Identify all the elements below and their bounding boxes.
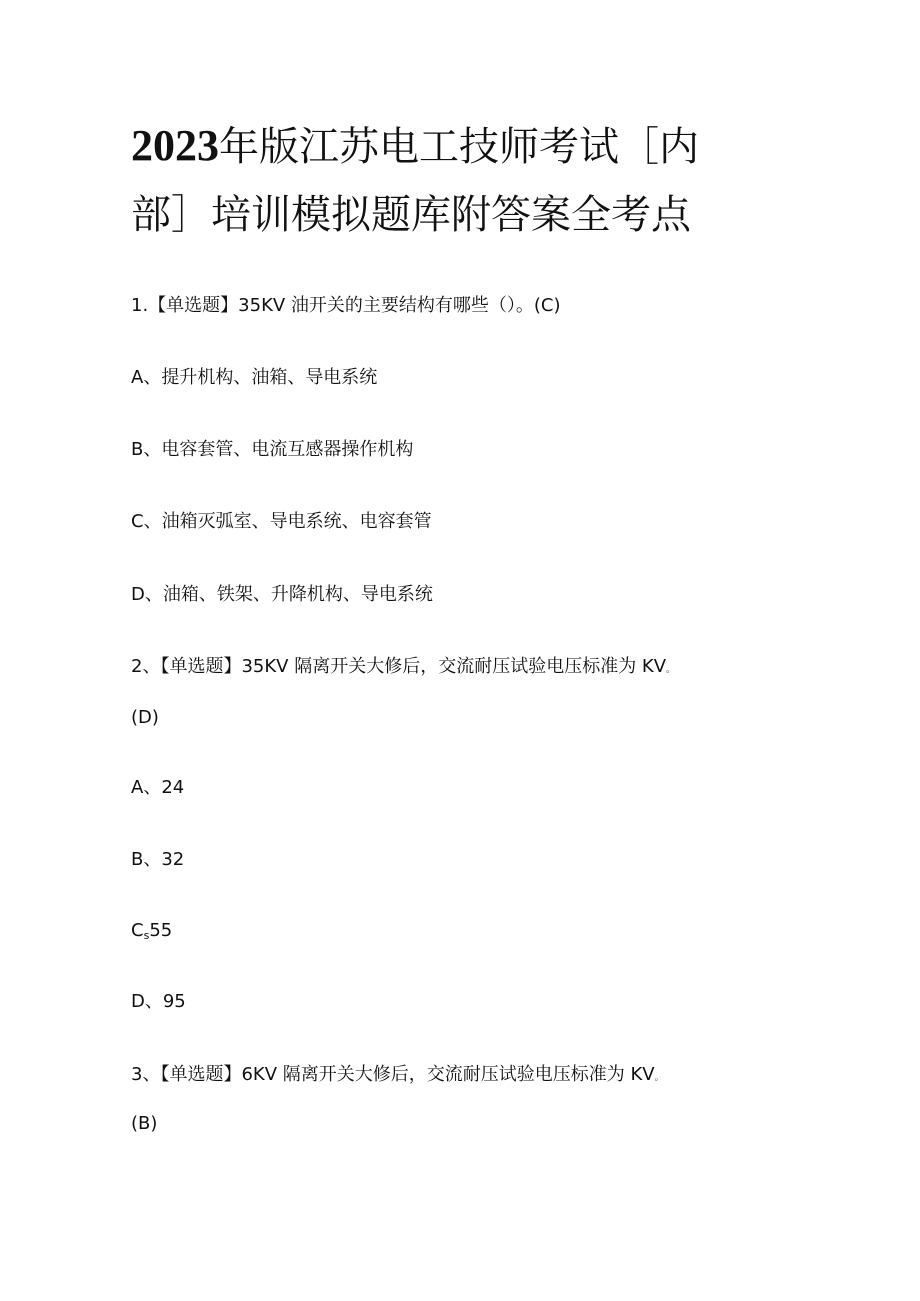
title-year: 2023 [131, 121, 219, 170]
option-c-letter: C [131, 920, 144, 941]
question-3-stem [131, 1062, 664, 1091]
question-3-stem-end: 。 [654, 1073, 664, 1083]
question-2-stem-end: 。 [666, 665, 676, 675]
question-1-option-a: A、提升机构、油箱、导电系统 [131, 367, 378, 388]
question-2-answer: (D) [131, 707, 159, 728]
question-2-stem [131, 654, 675, 683]
title-line1: 年版江苏电工技师考试［内 [219, 124, 699, 170]
question-1-option-b: B、电容套管、电流互感器操作机构 [131, 439, 414, 460]
option-c-mark: s [143, 929, 150, 942]
question-2-stem-text: 2、【单选题】35KV 隔离开关大修后，交流耐压试验电压标准为 KV [131, 656, 667, 677]
question-2-option-d: D、95 [131, 991, 186, 1012]
question-2-option-a: A、24 [131, 777, 185, 798]
question-1-option-d: D、油箱、铁架、升降机构、导电系统 [131, 584, 433, 605]
title-line2: 部］培训模拟题库附答案全考点 [131, 192, 691, 238]
question-1-option-c: C、油箱灭弧室、导电系统、电容套管 [131, 511, 432, 532]
question-1-stem: 1.【单选题】35KV 油开关的主要结构有哪些（）。(C) [131, 295, 561, 316]
question-2-option-c [131, 918, 172, 949]
option-c-value: 55 [149, 920, 173, 941]
question-2-option-b: B、32 [131, 849, 185, 870]
document-title [131, 112, 771, 249]
question-3-answer: (B) [131, 1113, 158, 1134]
question-3-stem-text: 3、【单选题】6KV 隔离开关大修后，交流耐压试验电压标准为 KV [131, 1064, 655, 1085]
